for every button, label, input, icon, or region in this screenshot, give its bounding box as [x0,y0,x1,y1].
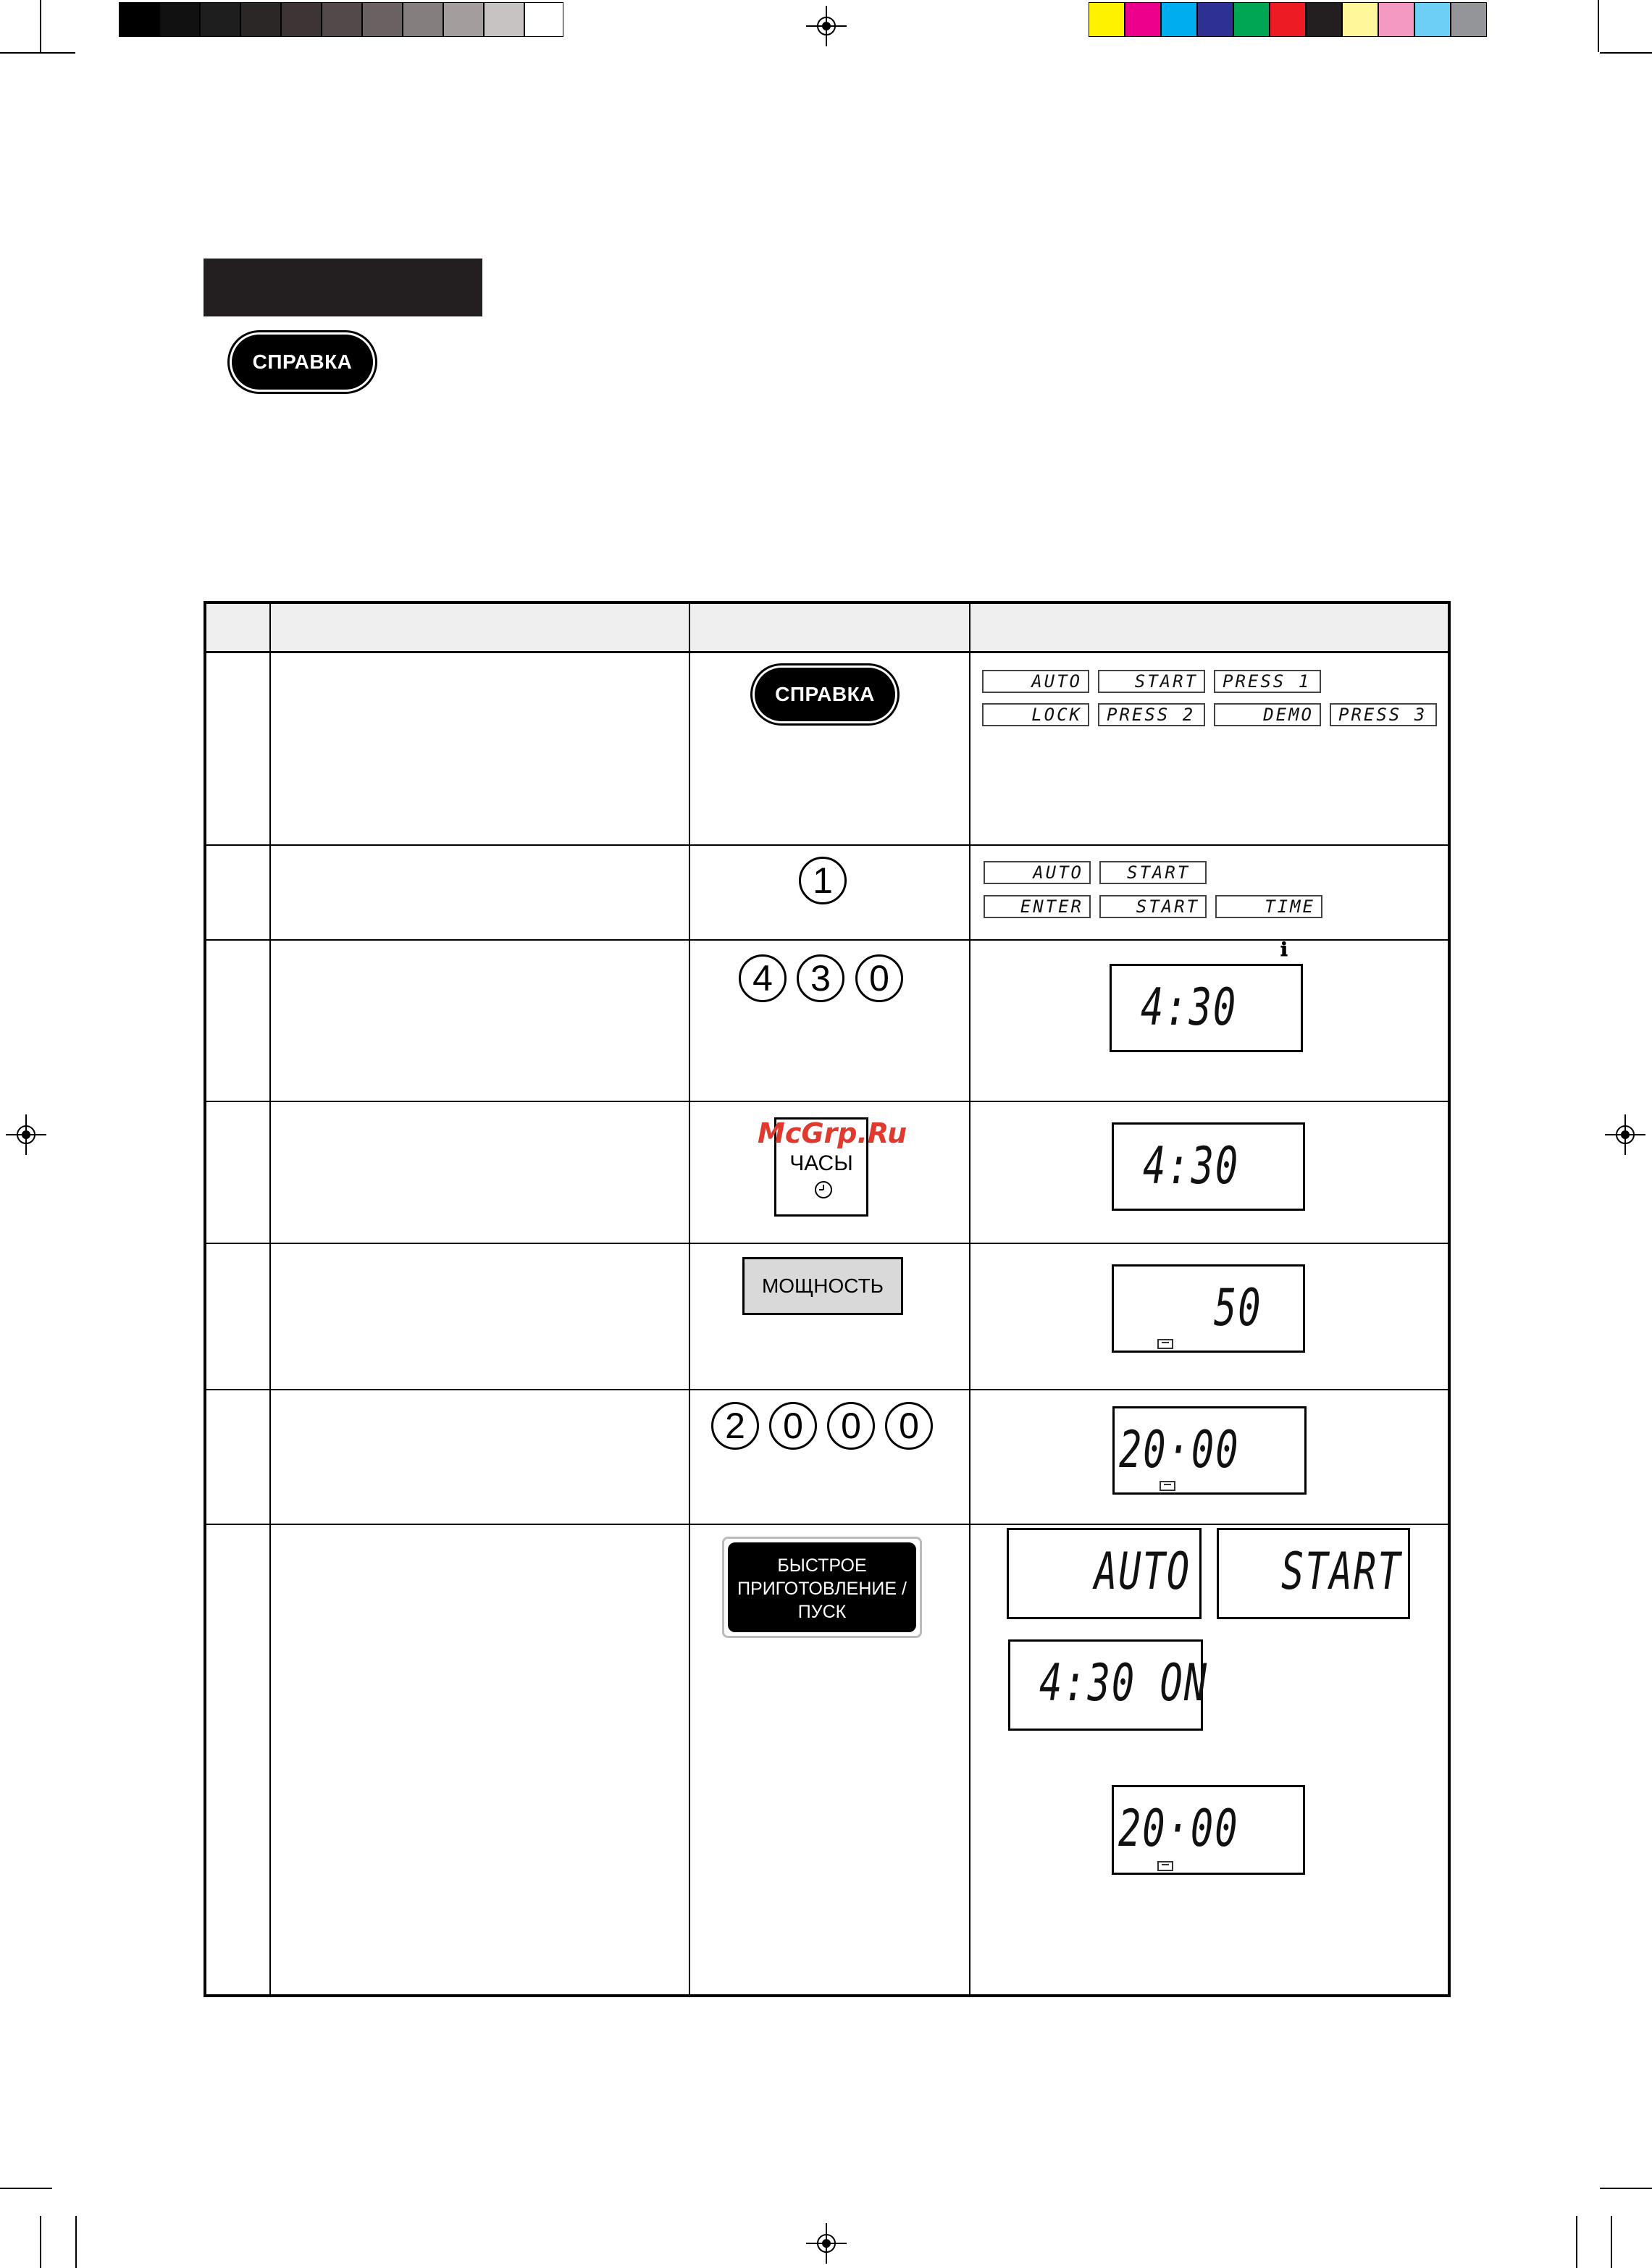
clock-button-label: ЧАСЫ [789,1151,853,1175]
lcd-text-box: PRESS 3 [1330,703,1437,726]
microwave-icon [1157,1339,1173,1349]
display-time: 20·00 [1118,1799,1239,1859]
registration-mark-icon [6,1114,46,1155]
swatch [1378,2,1414,37]
swatch [159,2,200,37]
lcd-text-box: START [1099,895,1207,918]
quick-start-label-line: БЫСТРОЕ [777,1555,867,1576]
digit-key-0: 0 [827,1402,875,1450]
lcd-text-box: AUTO [984,861,1091,884]
swatch [362,2,403,37]
swatch [443,2,484,37]
swatch [240,2,281,37]
lcd-text-box: DEMO [1214,703,1321,726]
lcd-text-box: LOCK [982,703,1089,726]
display-text: START [1281,1542,1402,1602]
lcd-text-box: PRESS 1 [1214,670,1321,693]
lcd-display [1007,1528,1202,1619]
lcd-text-box: TIME [1215,895,1322,918]
lcd-display [1110,964,1303,1052]
display-time: 4:30 [1141,978,1238,1038]
display-time: 20·00 [1119,1421,1240,1480]
swatch [1270,2,1306,37]
swatch [1451,2,1487,37]
lcd-display [1112,1785,1305,1875]
display-time: 4:30 [1143,1137,1240,1196]
clock-icon [814,1180,833,1199]
help-key-button [755,668,895,721]
swatch [524,2,563,37]
row-divider [206,844,1448,846]
digit-key-0: 0 [855,954,903,1002]
swatch [322,2,362,37]
lcd-display [1008,1639,1209,1731]
lcd-text-box: AUTO [982,670,1089,693]
display-text: 4:30 ON [1039,1654,1209,1713]
swatch [1089,2,1125,37]
lcd-display [1112,1406,1307,1495]
quick-start-label-line: ПРИГОТОВЛЕНИЕ / [737,1579,907,1599]
registration-mark-icon [1605,1114,1645,1155]
swatch [119,2,159,37]
registration-mark-icon [806,2223,847,2264]
help-key-label: СПРАВКА [775,683,875,705]
lcd-text-box: ENTER [984,895,1091,918]
digit-key-0: 0 [885,1402,933,1450]
watermark: McGrp.Ru [758,1117,907,1149]
power-button [742,1257,903,1315]
swatch [1342,2,1378,37]
quick-start-button [728,1542,916,1632]
section-title-bar [204,259,482,316]
display-text: AUTO [1094,1542,1191,1602]
lcd-text-box: START [1099,861,1207,884]
help-key-button [232,335,373,390]
table-header [206,604,1448,653]
digit-key-3: 3 [797,954,844,1002]
lcd-display [1112,1264,1305,1353]
digit-key-1: 1 [799,857,847,904]
microwave-icon [1160,1481,1175,1491]
swatch [403,2,443,37]
row-divider [206,1389,1448,1390]
microwave-icon [1157,1861,1173,1871]
swatch [281,2,322,37]
swatch [1233,2,1270,37]
lcd-text-box: PRESS 2 [1098,703,1205,726]
info-icon: ℹ [1280,938,1288,960]
help-key-label: СПРАВКА [252,350,353,373]
lcd-display [1217,1528,1410,1619]
swatch [200,2,240,37]
quick-start-label-line: ПУСК [797,1602,847,1622]
swatch [1414,2,1451,37]
swatch [1125,2,1161,37]
lcd-display [1112,1122,1305,1211]
digit-key-0: 0 [769,1402,817,1450]
swatch [1197,2,1233,37]
column-divider [969,604,970,1994]
power-button-label: МОЩНОСТЬ [761,1274,884,1297]
swatch [484,2,524,37]
lcd-text-box: START [1098,670,1205,693]
row-divider [206,1524,1448,1525]
swatch [1161,2,1197,37]
column-divider [689,604,690,1994]
row-divider [206,939,1448,941]
swatch [1306,2,1342,37]
display-power: 50 [1214,1279,1262,1338]
registration-mark-icon [806,6,847,46]
digit-key-4: 4 [739,954,787,1002]
digit-key-2: 2 [711,1402,759,1450]
row-divider [206,1243,1448,1244]
row-divider [206,1101,1448,1102]
column-divider [269,604,271,1994]
